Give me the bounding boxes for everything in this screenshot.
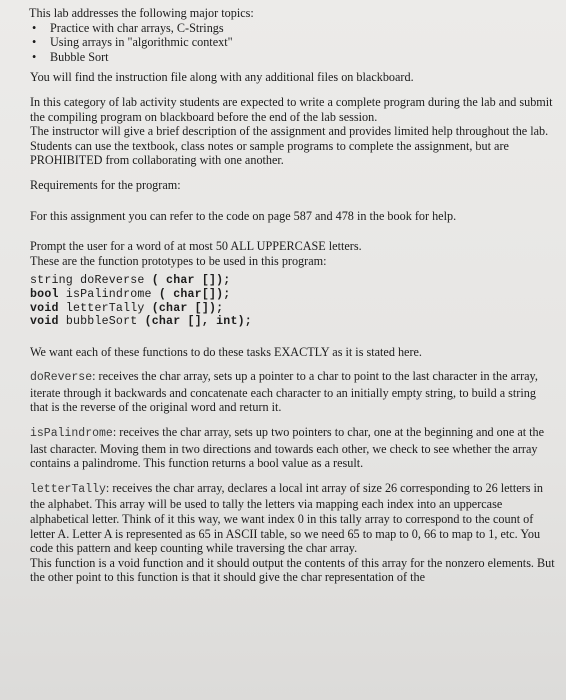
lettertally-description <box>30 481 556 556</box>
prototype-line <box>30 302 556 316</box>
lettertally-output-paragraph: This function is a void function and it should output the contents of this array for the nonzero elements. But the other point to this function is that it should give the char representation of the <box>30 555 555 585</box>
bullet-icon: • <box>32 49 37 64</box>
topics-list <box>30 21 556 65</box>
prototype-args: ( char[]); <box>158 287 231 301</box>
prototype-type: string <box>30 274 73 288</box>
prototype-args: ( char []); <box>151 274 231 288</box>
prompt-instruction: Prompt the user for a word of at most 50 ALL UPPERCASE letters. <box>30 239 362 254</box>
prototype-name: bubbleSort <box>65 315 138 329</box>
prototype-name: letterTally <box>65 301 145 315</box>
prototype-name: isPalindrome <box>65 287 152 301</box>
topic-item <box>30 21 556 36</box>
prototype-type: bool <box>30 287 59 301</box>
function-name: isPalindrome <box>30 427 113 441</box>
function-description: : receives the char array, sets up two pointers to char, one at the beginning and one at the last character. Moving them in two directions and towards each other, we check to see whether the array contains a palindrome. This function returns a bool value as a result. <box>30 425 545 471</box>
category-paragraph: In this category of lab activity students are expected to write a complete program during the lab and submit the compiling program on blackboard before the end of the lab session. <box>30 94 553 124</box>
function-name: letterTally <box>30 482 106 496</box>
topic-text: Bubble Sort <box>50 49 109 64</box>
ispalindrome-description <box>30 425 556 471</box>
bullet-icon: • <box>32 35 37 50</box>
function-name: doReverse <box>30 371 93 385</box>
requirements-heading: Requirements for the program: <box>30 177 181 192</box>
instruction-file-note: You will find the instruction file along with any additional files on blackboard. <box>30 70 414 85</box>
reference-note: For this assignment you can refer to the code on page 587 and 478 in the book for help. <box>30 208 457 223</box>
prototypes-code-block <box>30 274 556 328</box>
doreverse-description <box>30 369 556 415</box>
prototypes-intro: These are the function prototypes to be used in this program: <box>30 253 327 268</box>
prototype-name: doReverse <box>80 274 145 288</box>
prototype-args: (char []); <box>151 301 224 315</box>
function-description: : receives the char array, declares a local int array of size 26 corresponding to 26 letters in the alphabet. This array will be used to tally the letters via mapping each index into an uppercase alphabetical letter. Think of it this way, we want index 0 in this tally array to correspond to the count of letter A. Letter A is represented as 65 in ASCII table, so we need 65 to map to 0, 66 to map to 1, etc. You code this pattern and keep counting while traversing the char array. <box>30 480 544 556</box>
prototype-line <box>30 288 556 302</box>
prototype-type: void <box>30 301 59 315</box>
instructor-paragraph: The instructor will give a brief description of the assignment and provides limited help throughout the lab. Students can use the textbook, class notes or sample programs to complete the assignment, but are PROHIBITED from collaborating with one another. <box>30 124 549 168</box>
prototype-type: void <box>30 315 59 329</box>
topic-item <box>30 35 556 50</box>
topics-intro: This lab addresses the following major topics: <box>29 6 254 20</box>
function-description: : receives the char array, sets up a pointer to a char to point to the last character in the array, iterate through it backwards and concatenate each character to an initially empty string, to build a string that is the reverse of the original word and return it. <box>30 369 538 415</box>
topic-text: Practice with char arrays, C-Strings <box>50 20 224 35</box>
topic-item <box>30 50 556 65</box>
prototype-args: (char [], int); <box>144 315 252 329</box>
prototype-line <box>30 274 556 288</box>
prototype-line <box>30 315 556 329</box>
topic-text: Using arrays in "algorithmic context" <box>50 35 233 50</box>
exactly-statement: We want each of these functions to do these tasks EXACTLY as it is stated here. <box>30 344 422 359</box>
bullet-icon: • <box>32 20 37 35</box>
